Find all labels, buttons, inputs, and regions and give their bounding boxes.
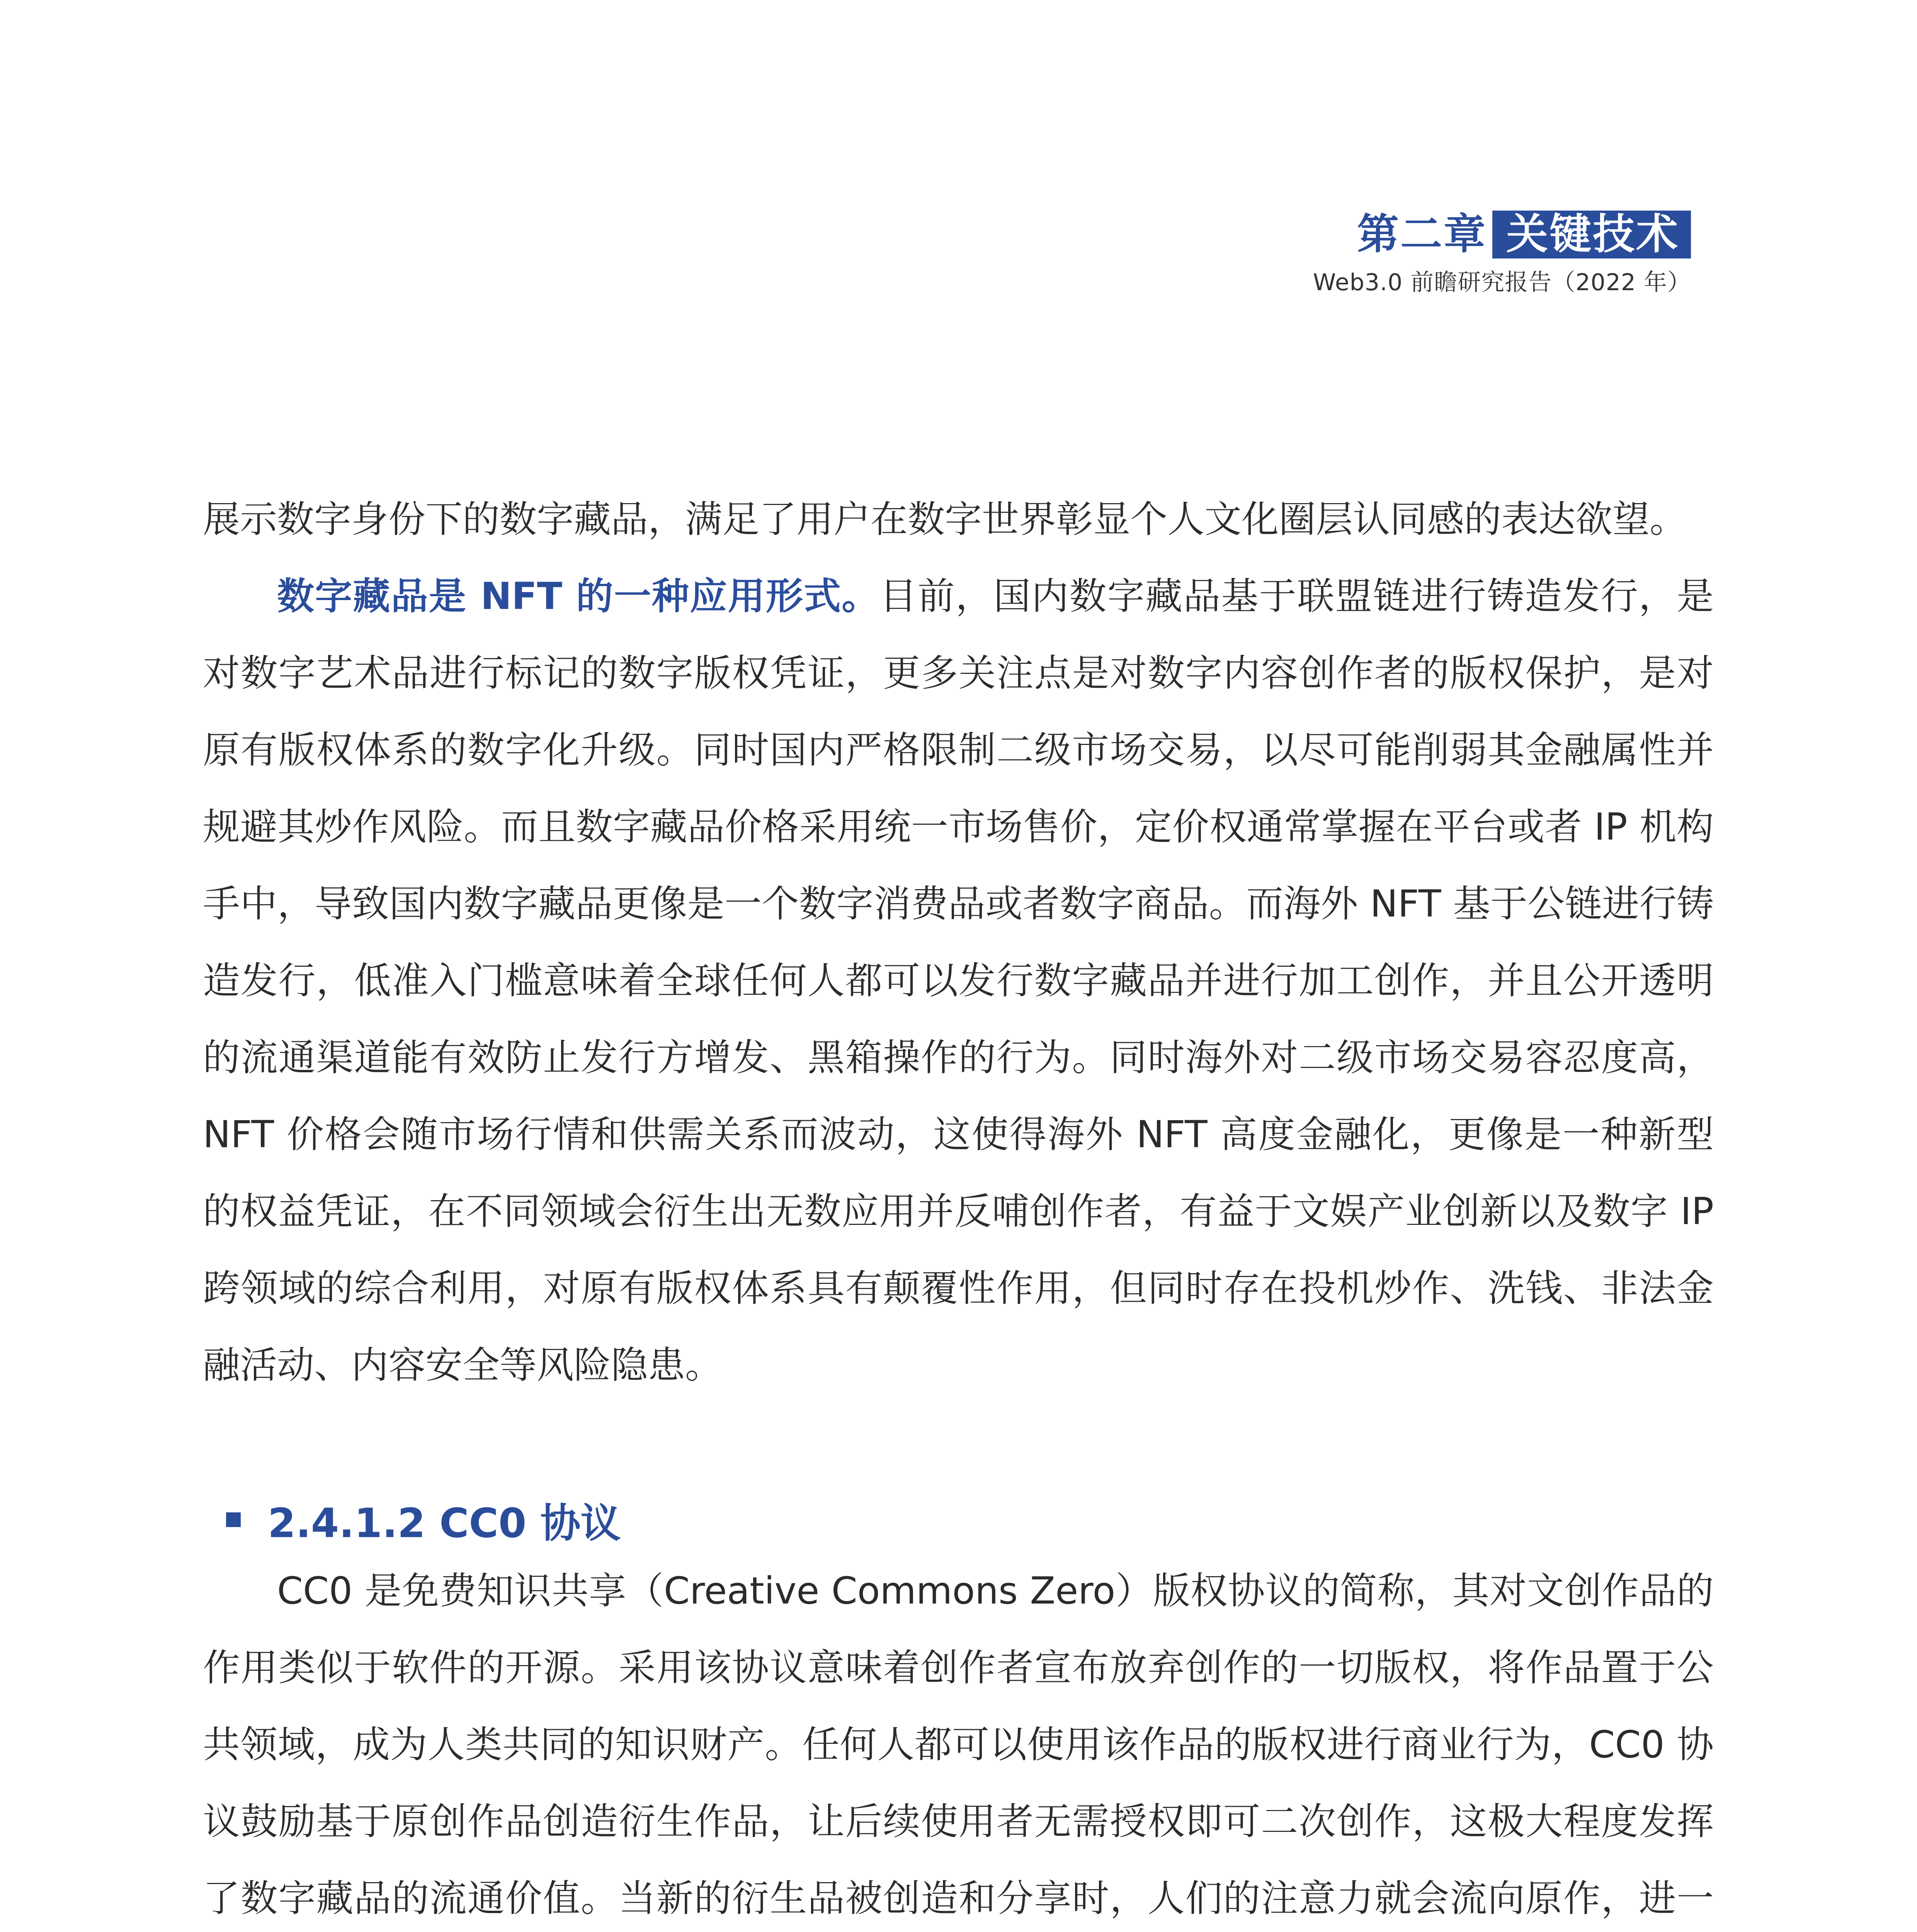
chapter-title: 关键技术: [1492, 211, 1691, 259]
chapter-number: 第二章: [1357, 210, 1487, 259]
paragraph-continuation: 展示数字身份下的数字藏品，满足了用户在数字世界彰显个人文化圈层认同感的表达欲望。: [203, 498, 1687, 541]
chapter-heading: [1313, 211, 1691, 259]
paragraph-nft-application: [203, 558, 1714, 1404]
paragraph-cc0: CC0 是免费知识共享（Creative Commons Zero）版权协议的简称，其对文创作品的作用类似于软件的开源。采用该协议意味着创作者宣布放弃创作的一切版权，将作品置于公共领域，成为人类共同的知识财产。任何人都可以使用该作品的版权进行商业行为，CC0 协议鼓励基于原创作品创造衍生作品，让后续使用者无需授权即可二次创作，这极大程度发挥了数字藏品的流通价值。当新的衍生品被创造和分享时，人们的注意力就会流向原作，进一: [203, 1569, 1714, 1920]
square-bullet-icon: [226, 1512, 241, 1527]
report-subtitle: Web3.0 前瞻研究报告（2022 年）: [1313, 269, 1691, 296]
page-header: [1313, 211, 1691, 297]
section-spacer: [203, 1404, 1714, 1487]
section-heading-text: 2.4.1.2 CC0 协议: [268, 1500, 621, 1547]
section-heading-cc0: [203, 1487, 1714, 1553]
main-content: [203, 481, 1714, 1932]
paragraph-lead: 数字藏品是 NFT 的一种应用形式。: [277, 575, 880, 618]
paragraph-body: 目前，国内数字藏品基于联盟链进行铸造发行，是对数字艺术品进行标记的数字版权凭证，更多关注点是对数字内容创作者的版权保护，是对原有版权体系的数字化升级。同时国内严格限制二级市场交易，以尽可能削弱其金融属性并规避其炒作风险。而且数字藏品价格采用统一市场售价，定价权通常掌握在平台或者 IP 机构手中，导致国内数字藏品更像是一个数字消费品或者数字商品。而海外 NFT 基于公链进行铸造发行，低准入门槛意味着全球任何人都可以发行数字藏品并进行加工创作，并且公开透明的流通渠道能有效防止发行方增发、黑箱操作的行为。同时海外对二级市场交易容忍度高，NFT 价格会随市场行情和供需关系而波动，这使得海外 NFT 高度金融化，更像是一种新型的权益凭证，在不同领域会衍生出无数应用并反哺创作者，有益于文娱产业创新以及数字 IP 跨领域的综合利用，对原有版权体系具有颠覆性作用，但同时存在投机炒作、洗钱、非法金融活动、内容安全等风险隐患。: [203, 575, 1714, 1387]
